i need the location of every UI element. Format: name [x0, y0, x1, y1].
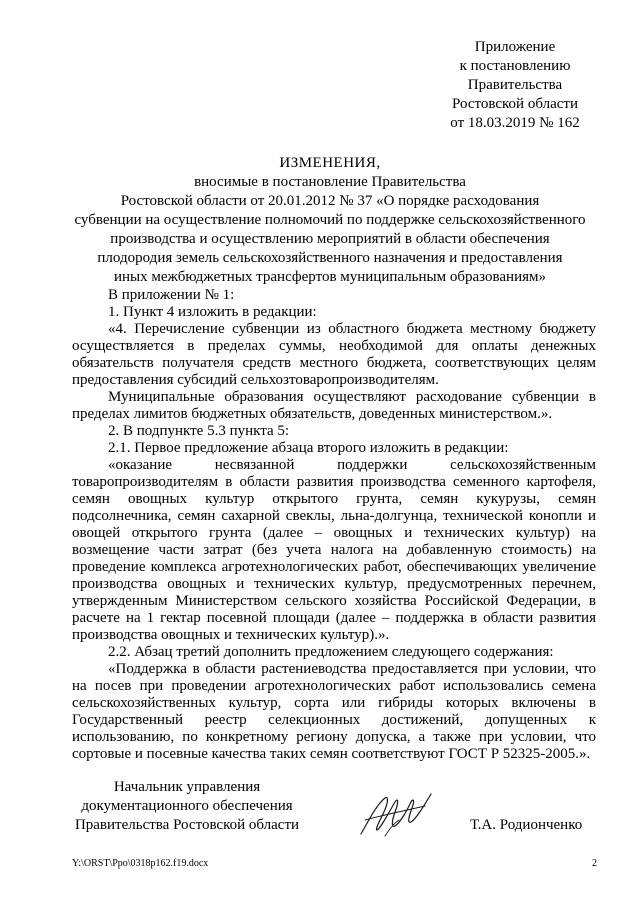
appendix-line: Приложение [474, 39, 556, 55]
signatory-name: Т.А. Родионченко [470, 817, 583, 833]
title-line: иных межбюджетных трансфертов муниципальным образованиям» [114, 269, 546, 285]
body-paragraph: 2.2. Абзац третий дополнить предложением следующего содержания: [108, 644, 554, 660]
document-title-block [60, 154, 600, 287]
appendix-line: Правительства [467, 77, 563, 93]
body-paragraph: 1. Пункт 4 изложить в редакции: [108, 304, 317, 320]
body-paragraph: 2. В подпункте 5.3 пункта 5: [108, 423, 290, 439]
title-line: Ростовской области от 20.01.2012 № 37 «О порядке расходования [120, 193, 540, 209]
signatory-title-line: Начальник управления [113, 779, 261, 795]
signatory-title-line: Правительства Ростовской области [74, 817, 300, 833]
body-paragraph: Муниципальные образования осуществляют расходование субвенции в пределах лимитов бюджетных обязательств, доведенных министерством.». [72, 389, 596, 422]
page-number: 2 [592, 858, 597, 869]
title-line: производства и осуществлению мероприятий в области обеспечения [110, 231, 550, 247]
footer-file-path: Y:\ORST\Ppo\0318p162.f19.docx [72, 858, 209, 869]
document-heading: ИЗМЕНЕНИЯ, [279, 155, 381, 171]
title-line: плодородия земель сельскохозяйственного назначения и предоставления [97, 250, 563, 266]
appendix-block [420, 38, 610, 133]
body-paragraph: «4. Перечисление субвенции из областного бюджета местному бюджету осуществляется в пределах суммы, необходимой для оплаты денежных обязательств получателя средств местного бюджета, соответствующих целям предоставления субсидий сельхозтоваропроизводителям. [72, 321, 596, 388]
signatory-title [60, 778, 314, 835]
body-paragraph: «Поддержка в области растениеводства предоставляется при условии, что на посев при проведении агротехнологических работ использовались семена сельскохозяйственных культур, сорта или гибриды которых включены в Государственный реестр селекционных достижений, допущенных к использованию, по конкретному региону допуска, а также при условии, что сортовые и посевные качества таких семян соответствуют ГОСТ Р 52325-2005.». [72, 661, 596, 762]
title-line: субвенции на осуществление полномочий по поддержке сельскохозяйственного [74, 212, 586, 228]
body-paragraph: «оказание несвязанной поддержки сельскохозяйственным товаропроизводителям в области развития производства семенного картофеля, семян овощных культур открытого грунта, семян кукурузы, семян подсолнечника, семян сахарной свеклы, льна-долгунца, технической конопли и овощей открытого грунта (далее – овощных и технических культур) на возмещение части затрат (без учета налога на добавленную стоимость) на проведение комплекса агротехнологических работ, обеспечивающих увеличение производства овощных и технических культур, предусмотренных перечнем, утвержденным Министерством сельского хозяйства Российской Федерации, в расчете на 1 гектар посевной площади (далее – поддержка в области развития производства овощных и технических культур).». [72, 457, 596, 643]
appendix-line: от 18.03.2019 № 162 [450, 115, 580, 131]
document-body [72, 287, 596, 763]
body-paragraph: 2.1. Первое предложение абзаца второго изложить в редакции: [108, 440, 509, 456]
handwritten-signature [355, 790, 435, 840]
title-line: вносимые в постановление Правительства [194, 174, 466, 190]
signatory-title-line: документационного обеспечения [81, 798, 293, 814]
body-paragraph: В приложении № 1: [108, 287, 235, 303]
appendix-line: Ростовской области [452, 96, 578, 112]
appendix-line: к постановлению [459, 58, 571, 74]
